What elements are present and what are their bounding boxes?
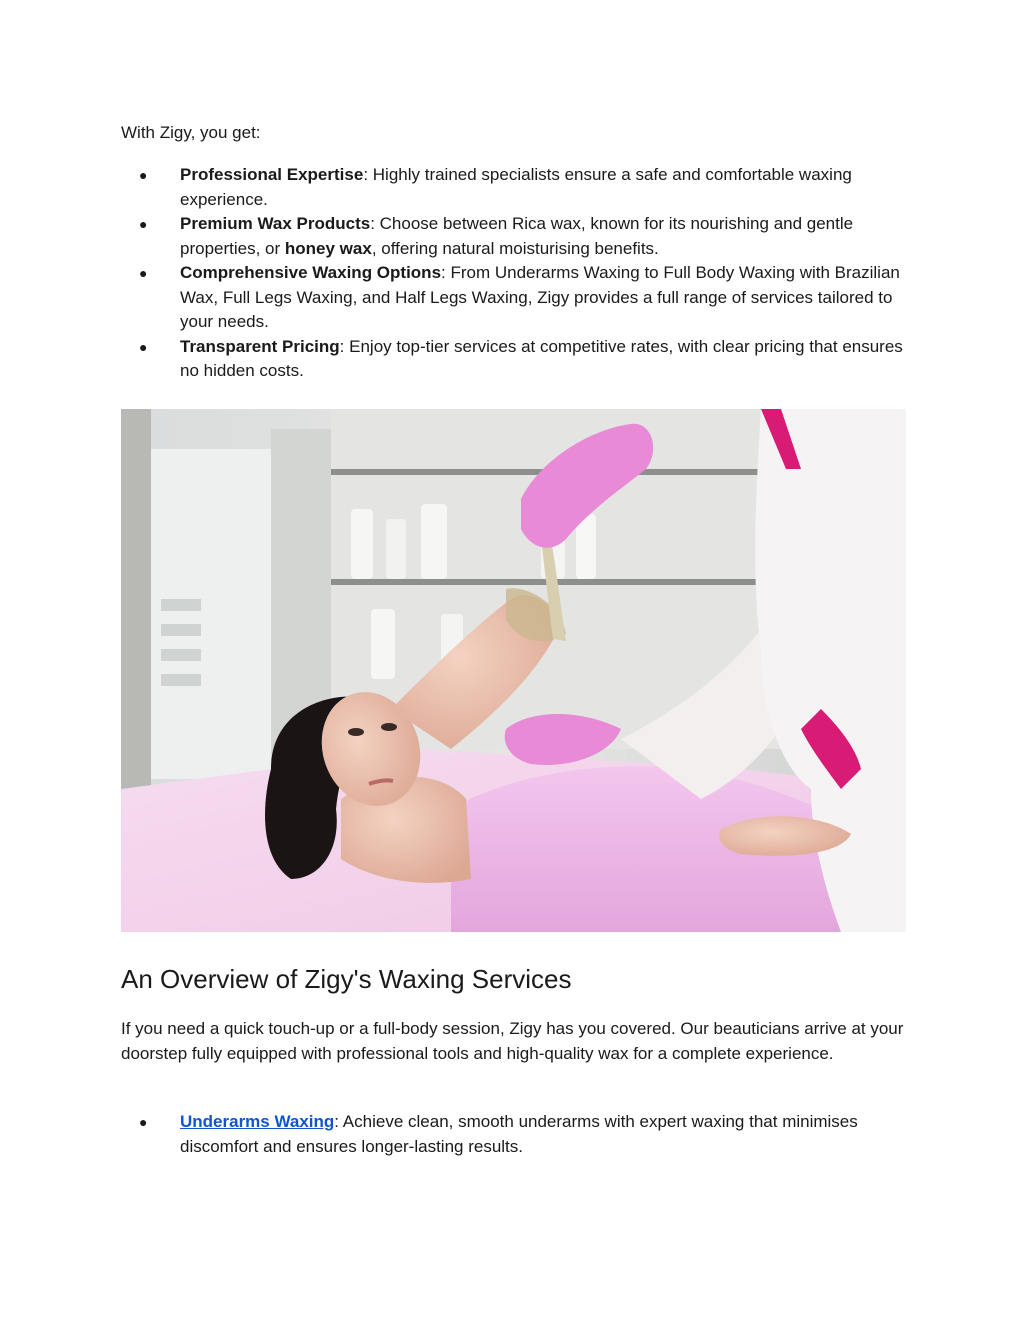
benefit-title: Professional Expertise bbox=[180, 165, 364, 184]
section-paragraph: If you need a quick touch-up or a full-body session, Zigy has you covered. Our beauticians arrive at your doorstep fully equipped with professional tools and high-quality wax for a complete experience. bbox=[121, 1019, 904, 1063]
waxing-photo bbox=[121, 409, 906, 932]
benefit-title: Comprehensive Waxing Options bbox=[180, 263, 442, 282]
benefit-description: : Highly trained specialists ensure a safe and comfortable waxing experience. bbox=[180, 165, 852, 209]
bullet-icon: ● bbox=[139, 216, 148, 232]
intro-text: With Zigy, you get: bbox=[121, 123, 261, 142]
underarms-waxing-link[interactable]: Underarms Waxing bbox=[180, 1112, 335, 1131]
benefit-description: : From Underarms Waxing to Full Body Waxing with Brazilian Wax, Full Legs Waxing, and Half Legs Waxing, Zigy provides a full range of services tailored to your needs. bbox=[180, 263, 900, 331]
services-list bbox=[121, 1110, 906, 1159]
list-item bbox=[121, 1110, 906, 1159]
list-item bbox=[121, 261, 906, 335]
benefit-description: : Enjoy top-tier services at competitive rates, with clear pricing that ensures no hidden costs. bbox=[180, 336, 903, 380]
section-heading: An Overview of Zigy's Waxing Services bbox=[121, 964, 572, 994]
benefits-list bbox=[121, 163, 906, 384]
service-description: : Achieve clean, smooth underarms with expert waxing that minimises discomfort and ensures longer-lasting results. bbox=[180, 1112, 858, 1156]
benefit-title: Transparent Pricing bbox=[180, 336, 340, 356]
bullet-icon: ● bbox=[139, 1114, 148, 1130]
benefit-emphasis: honey wax bbox=[284, 238, 372, 258]
bullet-icon: ● bbox=[139, 167, 148, 183]
list-item bbox=[121, 163, 906, 212]
benefit-title: Premium Wax Products bbox=[180, 214, 371, 233]
list-item bbox=[121, 212, 906, 261]
bullet-icon: ● bbox=[139, 338, 148, 355]
bullet-icon: ● bbox=[139, 265, 148, 281]
benefit-description: : Choose between Rica wax, known for its nourishing and gentle properties, or bbox=[180, 214, 854, 258]
benefit-description-end: , offering natural moisturising benefits. bbox=[371, 238, 659, 258]
list-item bbox=[121, 335, 906, 384]
